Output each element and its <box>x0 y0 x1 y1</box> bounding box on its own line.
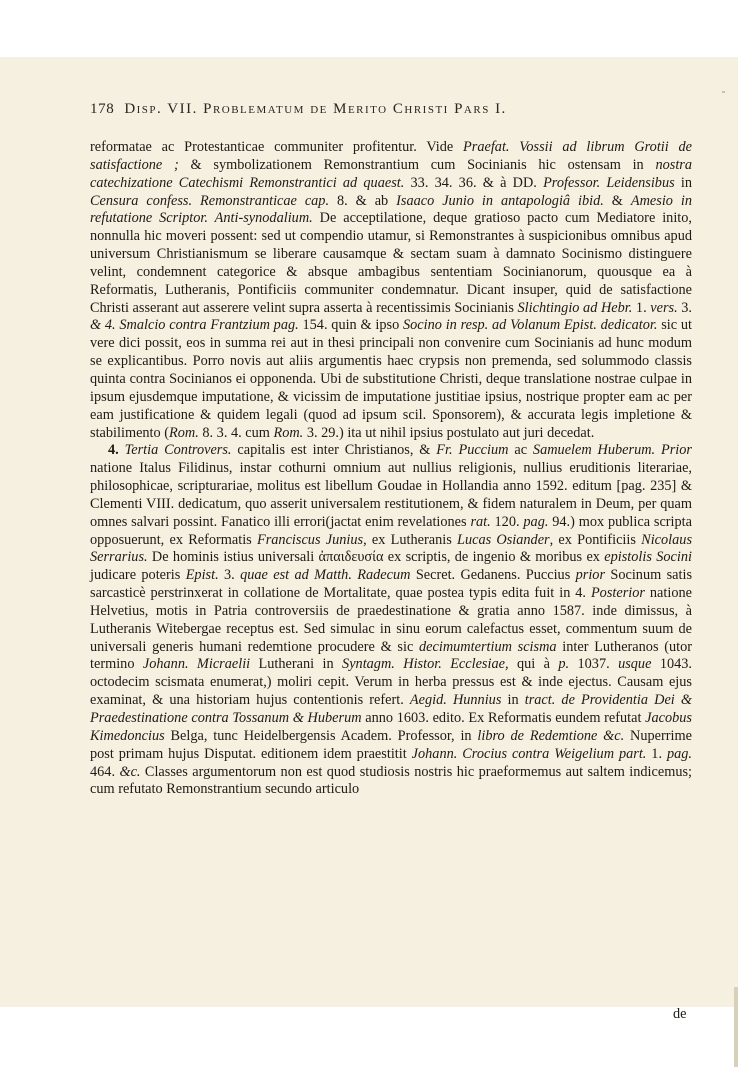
italic-span: vers. <box>650 299 678 316</box>
text-span: in <box>501 692 525 709</box>
italic-span: pag. <box>523 513 549 530</box>
text-span: & symbolizationem Remonstrantium cum Socinianis hic ostensam in <box>178 156 656 173</box>
italic-span: tract. de Providentia Dei & Praedestinatione contra Tossanum & Huberum <box>90 692 692 726</box>
italic-span: Praefat. Vossii ad librum Grotii de satisfactione ; <box>90 139 692 173</box>
italic-span: Amesio in refutatione Scriptor. Anti-synodalium. <box>90 192 693 227</box>
italic-span: Isaaco Junio in antapologiâ ibid. <box>396 192 604 209</box>
italic-span: Syntagm. Histor. Ecclesiae, <box>342 656 509 673</box>
text-span: 464. <box>90 763 120 780</box>
italic-span: Professor. Leidensibus <box>543 174 675 191</box>
italic-span: Censura confess. Remonstranticae cap. <box>90 192 330 209</box>
italic-span: Rom. <box>169 424 199 441</box>
text-span: reformatae ac Protestanticae communiter profitentur. Vide <box>90 139 464 155</box>
text-span: sic ut vere dici possit, eos in summa rei aut in thesi principali non convenire cum Socinianis ad hunc modum se explicantibus. Porro novis aut aliis argumentis haec crypsis non premenda, sed solummodo classis quinta contra Socinianos ei opponenda. Ubi de substitutione Christi, deque translatione nostrae culpae in ipsum ejusdemque imputatione, & vicissim de imputatione justitiae ipsius, nostrique propter eam ac per eam justificatione & quidem legali (quod ad ipsum scil. Sponsorem), & accurata legis impletione & stabilimento ( <box>90 317 693 441</box>
text-span: 1043. octodecim scismata enumerat,) moliri cepit. Verum in herba pressus est & inde ejectus. Causam ejus examinat, & una historiam hujus contentionis refert. <box>90 656 692 709</box>
italic-span: Samuelem Huberum. Prior <box>532 442 692 459</box>
italic-span: Tertia Controvers. <box>124 442 232 459</box>
italic-span: nostra catechizatione Catechismi Remonstrantici ad quaest. <box>90 156 693 191</box>
italic-span: Jacobus Kimedoncius <box>90 710 692 744</box>
italic-span: Epist. <box>185 567 219 584</box>
text-span: Socinum satis sarcasticè perstrinxerat in collatione de Mortalitate, quae postea typis edita fuit in 4. <box>90 567 693 602</box>
italic-span: p. <box>558 656 570 673</box>
italic-span: decimumtertium scisma <box>419 638 557 655</box>
italic-span: Nicolaus Serrarius. <box>90 531 693 566</box>
italic-span: Lucas Osiander <box>457 531 550 548</box>
paragraph-2 <box>90 442 692 799</box>
text-span: 154. quin & ipso <box>298 317 403 334</box>
text-span: 120. <box>490 513 524 530</box>
italic-span: rat. <box>470 513 491 530</box>
italic-span: &c. <box>119 763 141 780</box>
page-speck <box>722 91 725 93</box>
text-span: natione Italus Filidinus, instar cothurni omnium aut nullius religionis, nullius eruditionis literariae, philosophicae, scripturariae, molitus est libellum Goudae in Hollandia anno 1592. editum [pag. 235] & Clementi VIII. dedicatum, quo asserit universalem restitutionem, & fidem naturalem in Deum, per quam omnes salvari possint. Fanatico illi errori(jactat enim revelationes <box>90 460 692 530</box>
italic-span: quae est ad Matth. Radecum <box>240 567 411 584</box>
italic-span: usque <box>618 656 652 673</box>
text-span: inter Lutheranos (utor termino <box>90 638 693 673</box>
text-span: natione Helvetius, motis in Patria controversiis de praedestinatione & gratia anno 1587. inde dimissus, à Lutheranis Witebergae receptus est. Sed simulac in sinu eorum calefactus esset, commentum suum de universali generis humani redemtione procudere & sic <box>90 585 692 655</box>
text-span: 1037. <box>569 656 619 673</box>
text-span: 3. <box>677 299 692 316</box>
text-span: ac <box>508 442 533 459</box>
text-span: & <box>603 192 631 209</box>
text-span: Secret. Gedanens. Puccius <box>410 567 576 584</box>
text-span: 1. <box>632 299 651 316</box>
text-span: Classes argumentorum non est quod studiosis nostris hic praeformemus aut saltem indicemus; cum refutato Remonstrantium secundo articulo <box>90 763 693 798</box>
text-span: 8. & ab <box>329 192 397 209</box>
text-span: Nuperrime post primam hujus Disputat. editionem idem praestitit <box>90 727 692 762</box>
text-span: 8. 3. 4. cum <box>198 424 274 441</box>
italic-span: prior <box>575 567 606 584</box>
italic-span: Franciscus Junius <box>256 531 364 548</box>
text-span: 94.) mox publica scripta opposuerunt, ex Reformatis <box>90 513 692 548</box>
text-span: Belga, tunc Heidelbergensis Academ. Professor, in <box>164 727 478 744</box>
italic-span: Johann. Crocius contra Weigelium part. <box>411 745 647 762</box>
text-span: 3. 29.) ita ut nihil ipsius postulato aut juri decedat. <box>303 424 595 441</box>
page-number: 178 <box>90 101 115 117</box>
text-span: capitalis est inter Christianos, & <box>231 442 437 459</box>
text-span: , ex Lutheranis <box>363 531 457 548</box>
text-span: Lutherani in <box>250 656 343 673</box>
italic-span: Fr. Puccium <box>436 442 509 459</box>
running-header <box>90 101 690 118</box>
italic-span: & 4. Smalcio contra Frantzium pag. <box>90 317 299 334</box>
italic-span: Socino in resp. ad Volanum Epist. dedicator. <box>403 317 658 334</box>
book-page <box>0 57 738 1007</box>
text-span: De acceptilatione, deque gratioso pacto cum Mediatore inito, nonnulla hic moveri possent: sed ut compendio utamur, si Remonstrantes à suspicionibus omnibus apud universum Christianismum se liberare causamque & sectam suam à damnato Socinismo distinguere velint, condemnent categorice & absque ambagibus sententiam Socinianorum, quousque ea à Reformatis, Lutheranis, Pontificiis communiter condemnatur. Dicant insuper, quid de satisfactione Christi asserant aut asserere velint supra asserta à recentissimis Socinianis <box>90 210 692 316</box>
text-span: qui à <box>508 656 559 673</box>
italic-span: Rom. <box>273 424 304 441</box>
italic-span: libro de Redemtione &c. <box>477 727 625 744</box>
catchword: de <box>673 1006 687 1022</box>
paragraph-1 <box>90 139 692 442</box>
text-span: , ex Pontificiis <box>549 531 642 548</box>
text-span: 1. <box>646 745 667 762</box>
text-span: 3. <box>218 567 241 584</box>
italic-span: Aegid. Hunnius <box>409 692 502 709</box>
italic-span: epistolis Socini <box>604 549 693 566</box>
text-span: De hominis istius universali ἀπαιδευσία ex scriptis, de ingenio & moribus ex <box>147 549 605 566</box>
page-edge <box>734 987 738 1067</box>
italic-span: Slichtingio ad Hebr. <box>517 299 633 316</box>
text-span: anno 1603. edito. Ex Reformatis eundem refutat <box>361 710 646 726</box>
text-span: 33. 34. 36. & à DD. <box>404 174 544 191</box>
italic-span: Posterior <box>590 585 645 602</box>
italic-span: Johann. Micraelii <box>142 656 251 673</box>
italic-span: pag. <box>666 745 693 762</box>
text-span: judicare poteris <box>90 567 186 584</box>
text-span: in <box>674 174 693 191</box>
body-text <box>90 139 692 799</box>
paragraph-number: 4. <box>108 442 119 459</box>
running-title: Disp. VII. Problematum de Merito Christi Pars I. <box>124 101 507 117</box>
